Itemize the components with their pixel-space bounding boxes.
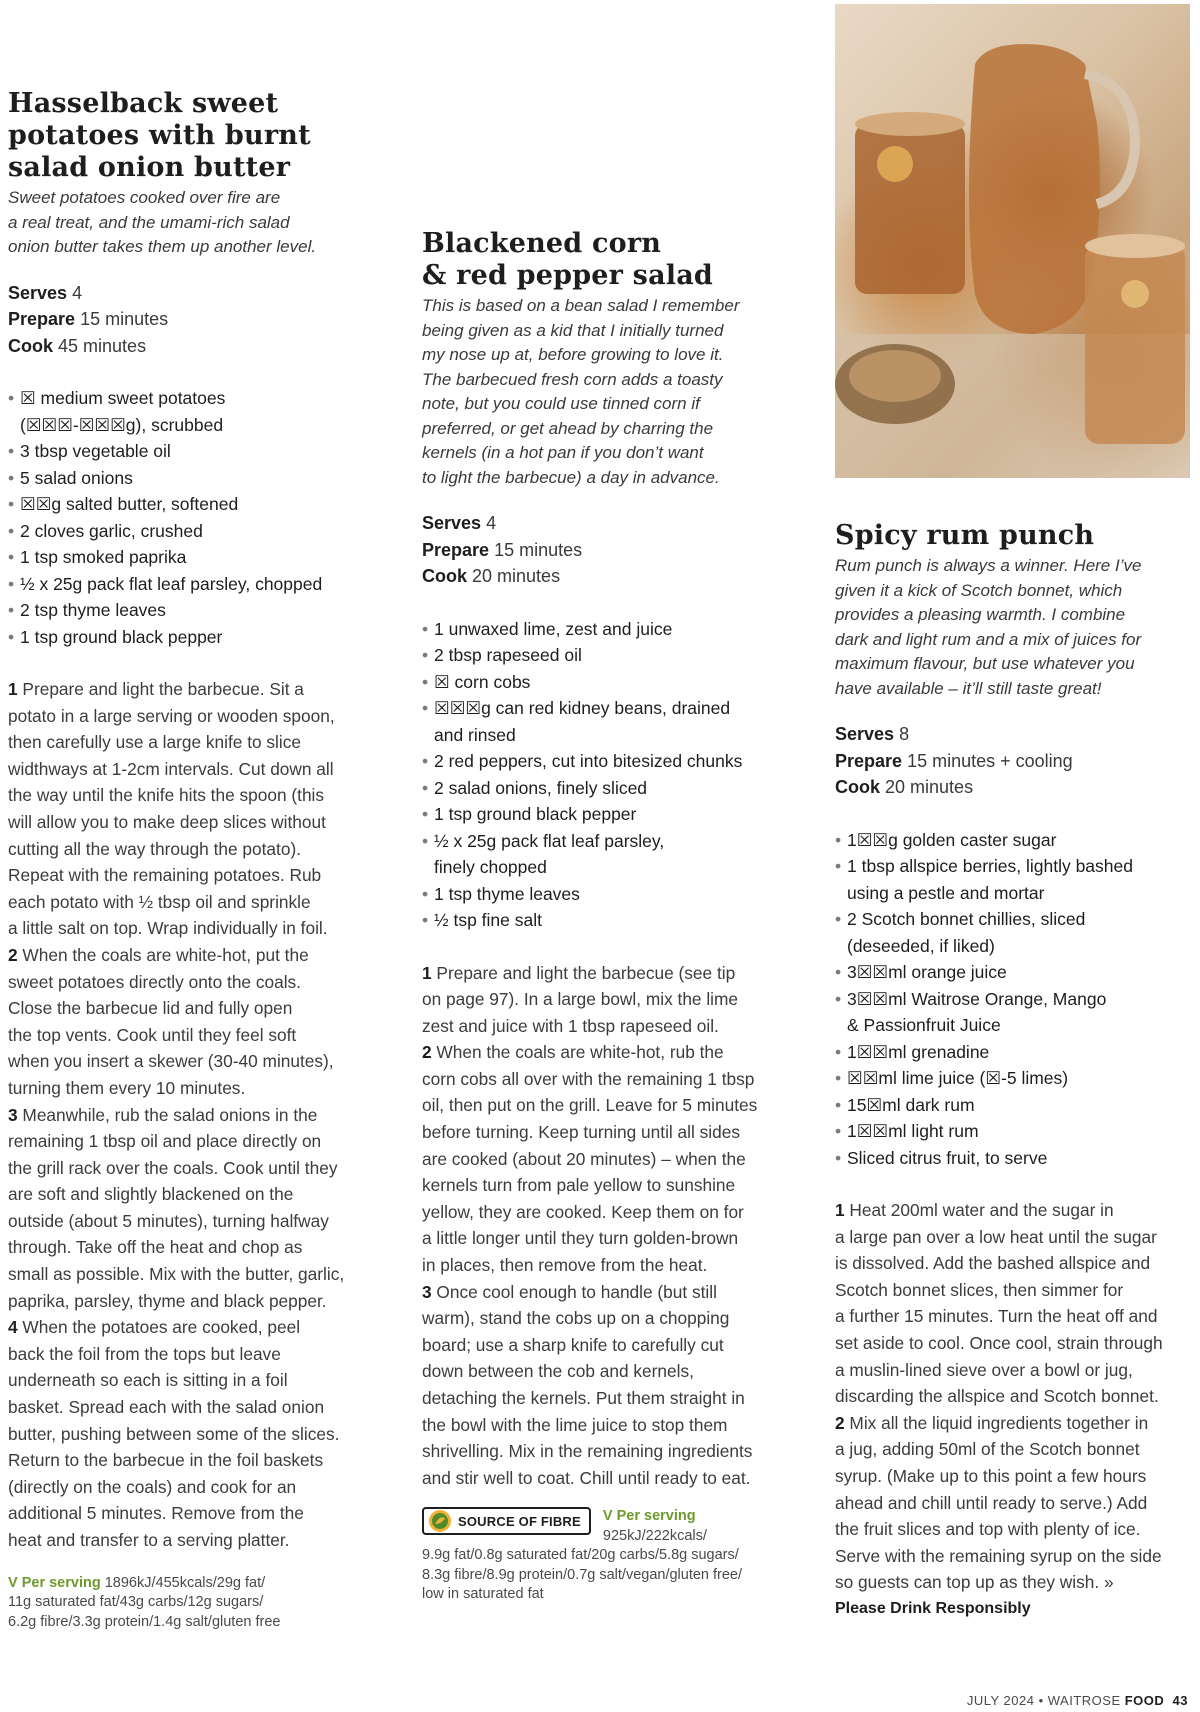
ingredient-item: • 15☒ml dark rum [835, 1092, 1195, 1119]
method-text: the top vents. Cook until they feel soft [8, 1024, 297, 1045]
recipe-meta: Serves 4 Prepare 15 minutes Cook 45 minutes [8, 282, 169, 356]
method-line [835, 1224, 1195, 1251]
method-text: small as possible. Mix with the butter, garlic, [8, 1264, 345, 1285]
recipe-intro [835, 554, 1195, 701]
method-text: board; use a sharp knife to carefully cut [422, 1334, 724, 1355]
step-number: 4 [8, 1317, 18, 1338]
intro-line: being given as a kid that I initially turned [422, 320, 724, 340]
method-line [422, 1252, 784, 1279]
method-line [8, 862, 370, 889]
method-text: in places, then remove from the heat. [422, 1255, 708, 1276]
method-line [8, 782, 370, 809]
method-text: cutting all the way through the potato). [8, 838, 302, 859]
method-line [422, 1013, 784, 1040]
method-text: remaining 1 tbsp oil and place directly on [8, 1131, 322, 1152]
method-text: underneath so each is sitting in a foil [8, 1370, 288, 1391]
method-text: Prepare and light the barbecue. Sit a [17, 679, 304, 699]
method-text: widthways at 1-2cm intervals. Cut down all [8, 758, 334, 779]
ingredient-item: • 1 tsp smoked paprika [8, 544, 370, 571]
ingredient-item: • ☒ corn cobs [422, 669, 784, 696]
method-line [835, 1197, 1195, 1224]
method-line [422, 1172, 784, 1199]
fibre-leaf-icon [428, 1509, 452, 1533]
method-text: discarding the allspice and Scotch bonnet. [835, 1386, 1159, 1407]
method-line [8, 1155, 370, 1182]
recipe-meta: Serves 8 Prepare 15 minutes + cooling Cook 20 minutes [835, 724, 1073, 797]
recipe-meta: Serves 4 Prepare 15 minutes Cook 20 minutes [422, 513, 583, 586]
ingredient-item: using a pestle and mortar [847, 882, 1045, 903]
ingredient-item: (deseeded, if liked) [847, 935, 995, 956]
drink-responsibly-note: Please Drink Responsibly [835, 1599, 1031, 1617]
method-line [8, 1421, 370, 1448]
method-text: when you insert a skewer (30-40 minutes), [8, 1051, 334, 1072]
ingredient-item: • 3☒☒ml orange juice [835, 959, 1195, 986]
intro-line: given it a kick of Scotch bonnet, which [835, 580, 1123, 600]
method-line [422, 1438, 784, 1465]
ingredient-item: • ☒☒ml lime juice (☒-5 limes) [835, 1065, 1195, 1092]
ingredient-item: • 3☒☒ml Waitrose Orange, Mango [835, 986, 1195, 1013]
method-text: Once cool enough to handle (but still [431, 1281, 717, 1302]
method-line [422, 960, 784, 987]
method-line [422, 1146, 784, 1173]
method-line [8, 1234, 370, 1261]
method-line [422, 1358, 784, 1385]
method-text: a little longer until they turn golden-brown [422, 1228, 739, 1249]
intro-line: Rum punch is always a winner. Here I’ve [835, 556, 1142, 575]
method-line [8, 809, 370, 836]
step-number: 1 [835, 1200, 845, 1220]
ingredient-item: & Passionfruit Juice [847, 1015, 1001, 1035]
intro-line: have available – it’ll still taste great! [835, 678, 1102, 698]
ingredient-item: • 2 tsp thyme leaves [8, 597, 370, 624]
method-line [8, 1102, 370, 1129]
method-text: ahead and chill until ready to serve.) Add [835, 1492, 1148, 1513]
method-text: is dissolved. Add the bashed allspice and [835, 1253, 1151, 1274]
method-text: When the potatoes are cooked, peel [17, 1317, 301, 1338]
ingredient-item: (☒☒☒-☒☒☒g), scrubbed [20, 414, 224, 435]
ingredient-item: • 1 tsp ground black pepper [8, 624, 370, 651]
method-text: outside (about 5 minutes), turning halfway [8, 1210, 329, 1231]
recipe-rum-punch [835, 520, 1195, 1618]
method-text: Serve with the remaining syrup on the side [835, 1545, 1162, 1566]
nutrition-info: V Per serving 1896kJ/455kcals/29g fat/ 11g saturated fat/43g carbs/12g sugars/ 6.2g fibre/3.3g protein/1.4g salt/gluten free [8, 1574, 281, 1630]
method-line [835, 1303, 1195, 1330]
ingredient-item: • Sliced citrus fruit, to serve [835, 1145, 1195, 1172]
recipe-title: Hasselback sweet potatoes with burnt salad onion butter [8, 88, 311, 183]
method-line [835, 1490, 1195, 1517]
intro-line: This is based on a bean salad I remember [422, 296, 740, 315]
method-text: are cooked (about 20 minutes) – when the [422, 1148, 746, 1169]
method-text: detaching the kernels. Put them straight in [422, 1388, 745, 1408]
method-line [422, 1199, 784, 1226]
recipe-intro [422, 294, 784, 490]
method-line [8, 1447, 370, 1474]
method-text: Scotch bonnet slices, then simmer for [835, 1279, 1124, 1300]
method-line [835, 1410, 1195, 1437]
method-text: Close the barbecue lid and fully open [8, 998, 293, 1019]
method-line [8, 836, 370, 863]
ingredient-item: • 1☒☒ml grenadine [835, 1039, 1195, 1066]
method-text: potato in a large serving or wooden spoon, [8, 705, 335, 726]
method-text: basket. Spread each with the salad onion [8, 1397, 325, 1418]
method-line [8, 1394, 370, 1421]
method-line [835, 1250, 1195, 1277]
method-line [8, 1288, 370, 1315]
method-text: butter, pushing between some of the slices. [8, 1423, 340, 1444]
method-text: back the foil from the tops but leave [8, 1343, 281, 1364]
recipe-title: Blackened corn & red pepper salad [422, 228, 714, 291]
method-line [8, 1128, 370, 1155]
ingredient-item: • 2 cloves garlic, crushed [8, 518, 370, 545]
nutrition-head: V Per serving 925kJ/222kcals/ [602, 1508, 707, 1544]
intro-line: provides a pleasing warmth. I combine [835, 605, 1126, 624]
ingredient-item: • 1 tbsp allspice berries, lightly bashed [835, 853, 1195, 880]
method-text: corn cobs all over with the remaining 1 tbsp [422, 1068, 755, 1089]
method-line [8, 1181, 370, 1208]
ingredient-item: • ☒ medium sweet potatoes [8, 385, 370, 412]
method-line [8, 915, 370, 942]
method-line [8, 676, 370, 703]
method-line [8, 756, 370, 783]
method-line [835, 1436, 1195, 1463]
method-line [422, 1279, 784, 1306]
method-line [8, 889, 370, 916]
intro-line: kernels (in a hot pan if you don’t want [422, 443, 704, 462]
method-text: a muslin-lined sieve over a bowl or jug, [835, 1359, 1133, 1380]
ingredient-item: • 3 tbsp vegetable oil [8, 438, 370, 465]
method-line [8, 1208, 370, 1235]
intro-line: to light the barbecue) a day in advance. [422, 467, 720, 487]
method-line [422, 986, 784, 1013]
method-line [422, 1039, 784, 1066]
recipe-title: Spicy rum punch [835, 520, 1095, 551]
step-number: 3 [8, 1104, 18, 1125]
method-line [422, 1225, 784, 1252]
step-number: 3 [422, 1281, 432, 1302]
ingredient-item: • 1☒☒ml light rum [835, 1118, 1195, 1145]
method-line [835, 1463, 1195, 1490]
ingredient-item: • 1 unwaxed lime, zest and juice [422, 616, 784, 643]
method-text: When the coals are white-hot, rub the [431, 1042, 724, 1063]
ingredient-item: • ½ tsp fine salt [422, 907, 784, 934]
method-text: Repeat with the remaining potatoes. Rub [8, 865, 322, 886]
method-line [8, 703, 370, 730]
method-text: on page 97). In a large bowl, mix the lime [422, 989, 739, 1010]
method-line [835, 1516, 1195, 1543]
method-text: a large pan over a low heat until the sugar [835, 1226, 1157, 1247]
ingredient-item: • ½ x 25g pack flat leaf parsley, chopped [8, 571, 370, 598]
method-line [422, 1119, 784, 1146]
ingredient-item: • 2 salad onions, finely sliced [422, 775, 784, 802]
method-text: warm), stand the cobs up on a chopping [422, 1308, 730, 1329]
method-line [835, 1330, 1195, 1357]
ingredient-list [835, 827, 1195, 1172]
method-text: before turning. Keep turning until all sides [422, 1122, 740, 1143]
method-text: turning them every 10 minutes. [8, 1077, 246, 1098]
method-line [8, 1474, 370, 1501]
method-text: When the coals are white-hot, put the [17, 944, 309, 965]
method-text: the grill rack over the coals. Cook until they [8, 1157, 338, 1178]
method-line [422, 1092, 784, 1119]
method-text: then carefully use a large knife to slice [8, 732, 301, 753]
intro-line: dark and light rum and a mix of juices for [835, 629, 1142, 649]
intro-line: maximum flavour, but use whatever you [835, 654, 1135, 673]
method-text: Prepare and light the barbecue (see tip [431, 962, 736, 983]
method-line [835, 1277, 1195, 1304]
method-text: sweet potatoes directly onto the coals. [8, 971, 301, 992]
method-text: and stir well to coat. Chill until ready to eat. [422, 1467, 751, 1488]
method-text: set aside to cool. Once cool, strain through [835, 1332, 1163, 1353]
method-line [8, 1261, 370, 1288]
method-text: the bowl with the lime juice to stop them [422, 1414, 728, 1435]
recipe-corn-salad [422, 228, 784, 1605]
method-text: additional 5 minutes. Remove from the [8, 1503, 304, 1524]
ingredient-item: • 2 red peppers, cut into bitesized chunks [422, 748, 784, 775]
intro-line: The barbecued fresh corn adds a toasty [422, 369, 723, 389]
method-text: syrup. (Make up to this point a few hours [835, 1465, 1147, 1486]
method-text: kernels turn from pale yellow to sunshine [422, 1175, 736, 1196]
ingredient-item: and rinsed [434, 724, 516, 745]
method-text: shrivelling. Mix in the remaining ingredients [422, 1441, 753, 1462]
method-line [8, 1367, 370, 1394]
method-text: a jug, adding 50ml of the Scotch bonnet [835, 1439, 1140, 1460]
method-text: Heat 200ml water and the sugar in [844, 1200, 1114, 1220]
ingredient-item: • ☒☒g salted butter, softened [8, 491, 370, 518]
method-line [422, 1332, 784, 1359]
method-line [8, 1314, 370, 1341]
method [8, 676, 370, 1554]
ingredient-item: • 1☒☒g golden caster sugar [835, 827, 1195, 854]
method-line [835, 1543, 1195, 1570]
ingredient-item: • 2 tbsp rapeseed oil [422, 642, 784, 669]
ingredient-item: finely chopped [434, 857, 547, 877]
method-line [8, 1048, 370, 1075]
intro-line: preferred, or get ahead by charring the [422, 418, 714, 438]
method-text: paprika, parsley, thyme and black pepper. [8, 1290, 327, 1311]
punch-jug-illustration [835, 4, 1190, 478]
method-line [422, 1066, 784, 1093]
method-line [8, 969, 370, 996]
method-line [422, 1465, 784, 1492]
ingredient-list [422, 616, 784, 934]
method-text: heat and transfer to a serving platter. [8, 1530, 290, 1550]
method-text: Mix all the liquid ingredients together in [844, 1412, 1149, 1433]
method-text: zest and juice with 1 tbsp rapeseed oil. [422, 1015, 719, 1036]
source-of-fibre-badge: SOURCE OF FIBRE [422, 1507, 591, 1535]
method-text: Meanwhile, rub the salad onions in the [17, 1104, 318, 1125]
method-line [8, 1022, 370, 1049]
method-text: the fruit slices and top with plenty of ice. [835, 1519, 1141, 1540]
recipe-intro: Sweet potatoes cooked over fire are a real treat, and the umami-rich salad onion butter takes them up another level. [8, 188, 317, 256]
method-line [835, 1383, 1195, 1410]
step-number: 1 [8, 679, 18, 699]
ingredient-item: • 2 Scotch bonnet chillies, sliced [835, 906, 1195, 933]
ingredient-item: • ½ x 25g pack flat leaf parsley, [422, 828, 784, 855]
method-text: a further 15 minutes. Turn the heat off and [835, 1306, 1158, 1327]
method-text: down between the cob and kernels, [422, 1361, 694, 1382]
intro-line: note, but you could use tinned corn if [422, 394, 700, 413]
method-text: the way until the knife hits the spoon (this [8, 785, 325, 806]
method-line [422, 1412, 784, 1439]
method [422, 960, 784, 1492]
ingredient-item: • 1 tsp thyme leaves [422, 881, 784, 908]
method-line [8, 729, 370, 756]
method-line [8, 942, 370, 969]
rum-punch-photo [835, 4, 1190, 478]
method-line [8, 1500, 370, 1527]
method-text: so guests can top up as they wish. » [835, 1572, 1114, 1593]
method-line [8, 1075, 370, 1102]
method-line [422, 1305, 784, 1332]
method-line [835, 1357, 1195, 1384]
method-text: are soft and slightly blackened on the [8, 1184, 294, 1205]
ingredient-list [8, 385, 370, 650]
method-text: a little salt on top. Wrap individually in foil. [8, 918, 328, 939]
fibre-nutrition-row [422, 1507, 784, 1546]
method-line [8, 1527, 370, 1554]
intro-line: my nose up at, before growing to love it. [422, 345, 724, 364]
step-number: 2 [422, 1042, 432, 1063]
method [835, 1197, 1195, 1596]
method-line [8, 995, 370, 1022]
step-number: 2 [8, 944, 18, 965]
method-line [422, 1385, 784, 1412]
method-text: each potato with ½ tbsp oil and sprinkle [8, 891, 311, 912]
method-text: yellow, they are cooked. Keep them on for [422, 1201, 744, 1222]
method-line [835, 1569, 1195, 1596]
method-line [8, 1341, 370, 1368]
page-number: 43 [1172, 1693, 1188, 1708]
method-text: (directly on the coals) and cook for an [8, 1476, 297, 1497]
method-text: will allow you to make deep slices without [8, 811, 326, 832]
page-footer: JULY 2024 • WAITROSE FOOD 43 [966, 1693, 1188, 1708]
ingredient-item: • 1 tsp ground black pepper [422, 801, 784, 828]
recipe-hasselback [8, 88, 370, 1632]
method-text: oil, then put on the grill. Leave for 5 minutes [422, 1095, 758, 1116]
method-text: through. Take off the heat and chop as [8, 1237, 303, 1258]
ingredient-item: • ☒☒☒g can red kidney beans, drained [422, 695, 784, 722]
nutrition-info: 9.9g fat/0.8g saturated fat/20g carbs/5.8g sugars/ 8.3g fibre/8.9g protein/0.7g salt/vegan/gluten free/ low in saturated fat [422, 1547, 743, 1603]
step-number: 1 [422, 962, 432, 983]
ingredient-item: • 5 salad onions [8, 465, 370, 492]
step-number: 2 [835, 1412, 845, 1433]
method-text: Return to the barbecue in the foil baskets [8, 1450, 324, 1471]
